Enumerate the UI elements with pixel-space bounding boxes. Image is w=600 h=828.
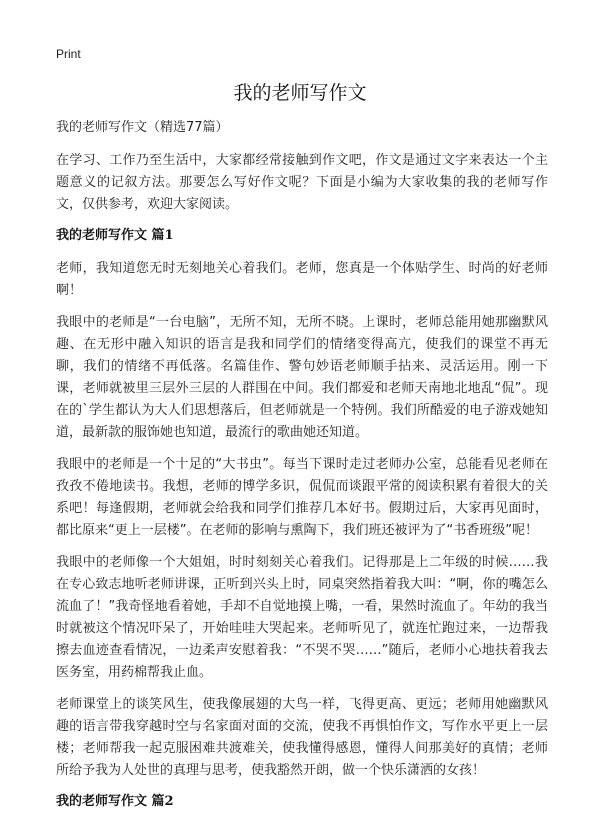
article-body bbox=[56, 118, 548, 824]
print-link[interactable]: Print bbox=[56, 47, 81, 61]
page-title: 我的老师写作文 bbox=[233, 82, 367, 104]
section-paragraph: 我眼中的老师是一个十足的“大书虫”。每当下课时走过老师办公室，总能看见老师在孜孜不倦地读书。我想，老师的博学多识，侃侃而谈跟平常的阅读积累有着很大的关系吧！每逢假期，老师就会给我和同学们推荐几本好书。假期过后，大家再见面时，都比原来“更上一层楼”。在老师的影响与熏陶下，我们班还被评为了“书香班级”呢！ bbox=[56, 457, 548, 538]
section-paragraph: 老师课堂上的谈笑风生，使我像展翅的大鸟一样，飞得更高、更远；老师用她幽默风趣的语言带我穿越时空与名家面对面的交流，使我不再惧怕作文，写作水平更上一层楼；老师帮我一起克服困难共渡难关，使我懂得感恩，懂得人间那美好的真情；老师所给予我为人处世的真理与思考，使我豁然开朗，做一个快乐潇洒的女孩！ bbox=[56, 697, 548, 778]
section-heading: 我的老师写作文 篇2 bbox=[56, 794, 174, 809]
section-paragraph: 我眼中的老师是“一台电脑”，无所不知，无所不晓。上课时，老师总能用她那幽默风趣、在无形中融入知识的语言是我和同学们的情绪变得高亢，使我们的课堂不再无聊，我们的情绪不再低落。名篇佳作、警句妙语老师顺手拈来、灵活运用。刚一下课，老师就被里三层外三层的人群围在中间。我们都爱和老师天南地北地乱“侃”。现在的`学生都认为大人们思想落后，但老师就是一个特例。我们所酷爱的电子游戏她知道，最新款的服饰她也知道，最流行的歌曲她还知道。 bbox=[56, 315, 548, 440]
article-subtitle: 我的老师写作文（精选77篇） bbox=[56, 120, 229, 135]
section-paragraph: 老师，我知道您无时无刻地关心着我们。老师，您真是一个体贴学生、时尚的好老师啊！ bbox=[56, 261, 548, 298]
section-paragraph: 我眼中的老师像一个大姐姐，时时刻刻关心着我们。记得那是上二年级的时候……我在专心致志地听老师讲课，正听到兴头上时，同桌突然指着我大叫：“啊，你的嘴怎么流血了！”我奇怪地看着她，手却不自觉地摸上嘴，一看，果然时流血了。年幼的我当时就被这个情况吓呆了，开始哇哇大哭起来。老师听见了，就连忙跑过来，一边帮我擦去血迹查看情况，一边柔声安慰着我：“不哭不哭……”随后，老师小心地扶着我去医务室，用药棉帮我止血。 bbox=[56, 555, 548, 680]
section-heading: 我的老师写作文 篇1 bbox=[56, 228, 174, 243]
intro-paragraph: 在学习、工作乃至生活中，大家都经常接触到作文吧，作文是通过文字来表达一个主题意义的记叙方法。那要怎么写好作文呢？下面是小编为大家收集的我的老师写作文，仅供参考，欢迎大家阅读。 bbox=[56, 153, 548, 212]
